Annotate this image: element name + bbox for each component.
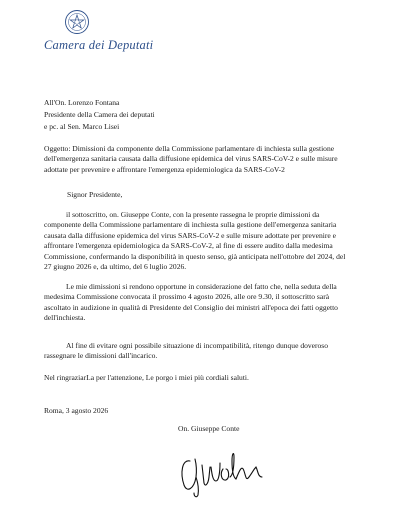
paragraph-line: affrontare l'emergenza epidemiologica da SARS-CoV-2, al fine di essere audito dalla medesima [44, 241, 333, 251]
recipient-line: Presidente della Camera dei deputati [44, 110, 155, 119]
body-paragraph-2 [44, 282, 376, 324]
emblem-icon [64, 9, 90, 35]
paragraph-line: dell'inchiesta. [44, 313, 86, 323]
letterhead-logo-text: Camera dei Deputati [44, 38, 154, 52]
paragraph-line: causata dalla diffusione epidemica del virus SARS-CoV-2 e sulle misure adottate per prevenire e [44, 230, 336, 240]
paragraph-line: ascoltato in audizione in qualità di Presidente del Consiglio dei ministri all'epoca dei fatti oggetto [44, 302, 338, 312]
place-date: Roma, 3 agosto 2026 [44, 406, 109, 415]
handwritten-signature-icon [176, 447, 268, 499]
subject-line: dell'emergenza sanitaria causata dalla diffusione epidemica del virus SARS-CoV-2 e sulle misure [44, 154, 338, 164]
body-paragraph-1 [44, 210, 376, 272]
salutation: Signor Presidente, [67, 190, 123, 199]
paragraph-line: il sottoscritto, on. Giuseppe Conte, con la presente rassegna le proprie dimissioni da [66, 210, 320, 219]
signer-name: On. Giuseppe Conte [178, 424, 240, 433]
paragraph-line: rassegnare le dimissioni dall'incarico. [44, 351, 158, 361]
closing-line: Nel ringraziarLa per l'attenzione, Le porgo i miei più cordiali saluti. [44, 373, 249, 382]
recipient-line: e pc. al Sen. Marco Lisei [44, 122, 120, 131]
subject-line: Oggetto: Dimissioni da componente della Commissione parlamentare di inchiesta sulla gestione [44, 144, 335, 153]
body-paragraph-3 [44, 341, 376, 362]
paragraph-line: Le mie dimissioni si rendono opportune in considerazione del fatto che, nella seduta della [66, 282, 337, 291]
paragraph-line: Commissione, confermando la disponibilità in questo senso, già anticipata nell'ottobre del 2024, del [44, 251, 346, 261]
paragraph-line: componente della Commissione parlamentare di inchiesta sulla gestione dell'emergenza sanitaria [44, 220, 337, 230]
paragraph-line: medesima Commissione convocata il prossimo 4 agosto 2026, alle ore 9.30, il sottoscritto sarà [44, 292, 330, 302]
paragraph-line: Al fine di evitare ogni possibile situazione di incompatibilità, ritengo dunque doveroso [66, 341, 328, 350]
paragraph-line: 27 giugno 2026 e, da ultimo, del 6 luglio 2026. [44, 262, 187, 272]
recipient-line: All'On. Lorenzo Fontana [44, 98, 120, 107]
subject-block [44, 144, 376, 175]
subject-line: adottate per prevenire e affrontare l'emergenza epidemiologica da SARS-CoV-2 [44, 164, 285, 174]
